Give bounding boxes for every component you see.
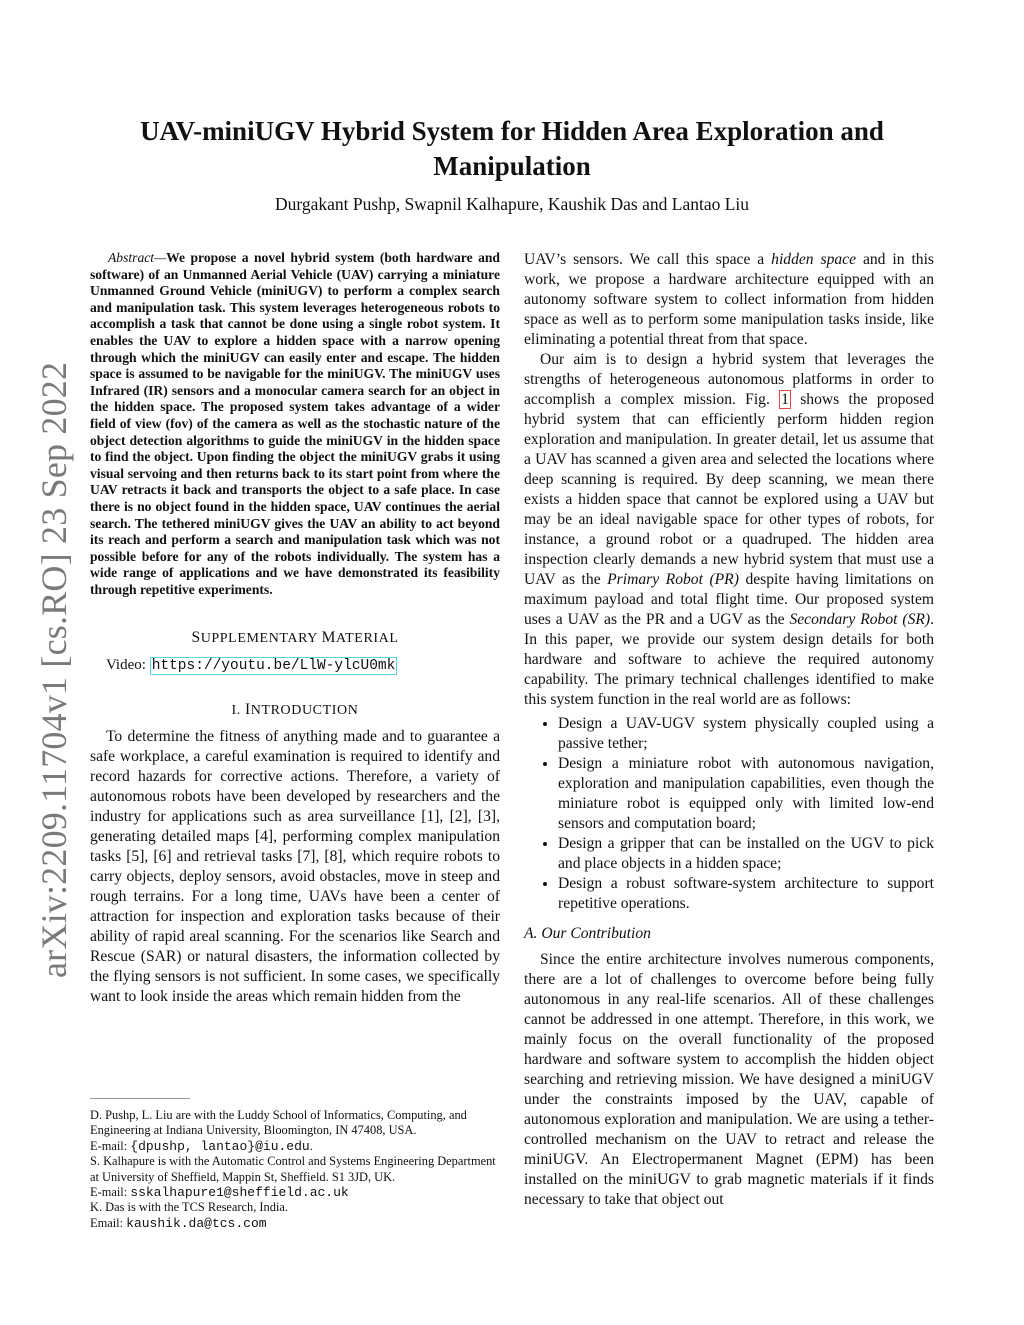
left-column [90, 250, 500, 1007]
email-address[interactable]: sskalhapure1@sheffield.ac.uk [130, 1185, 349, 1201]
emphasis-primary-robot: Primary Robot (PR) [607, 571, 739, 588]
email-address[interactable]: {dpushp, lantao}@iu.edu [130, 1138, 310, 1154]
email-label: Email: [90, 1215, 127, 1230]
footnote-text: D. Pushp, L. Liu are with the Luddy School of Informatics, Computing, and Engineering at Indiana University, Bloomington, IN 47408, USA. [90, 1108, 467, 1138]
text-run: . In this paper, we provide our system design details for both hardware and software to achieve the required autonomy capability. The primary technical challenges identified to make this system function in the real world are as follows: [524, 611, 934, 708]
section-number: I. [231, 703, 245, 719]
supplementary-heading [90, 628, 500, 649]
arxiv-stamp: arXiv:2209.11704v1 [cs.RO] 23 Sep 2022 [34, 361, 74, 978]
text-run: Our aim is to design a hybrid system that leverages the strengths of heterogeneous autonomous platforms in order to accomplish a complex mission. Fig. [524, 351, 934, 408]
emphasis-secondary-robot: Secondary Robot (SR) [789, 611, 931, 628]
figure-reference-link[interactable]: 1 [781, 391, 789, 408]
abstract-text: We propose a novel hybrid system (both hardware and software) of an Unmanned Aerial Vehicle (UAV) carrying a miniature Unmanned Ground Vehicle (miniUGV) to perform a complex search and manipulation task. This system leverages heterogeneous robots to accomplish a task that cannot be done using a single robot system. It enables the UAV to explore a hidden space with a narrow opening through which the miniUGV can easily enter and escape. The hidden space is assumed to be navigable for the miniUGV. The miniUGV uses Infrared (IR) sensors and a monocular camera search for an object in the hidden space. The proposed system takes advantage of a wider field of view (fov) of the camera as well as the stochastic nature of the object detection algorithms to guide the miniUGV in the hidden space to find the object. Upon finding the object the miniUGV grabs it using visual servoing and then returns back to its start point from where the UAV retracts it back and transports the object to a safe place. In case there is no object found in the hidden space, UAV continues the aerial search. The tethered miniUGV gives the UAV an ability to act beyond its reach and perform a search and manipulation task which was not possible before for any of the robots individually. The system has a wide range of applications and we have demonstrated its feasibility through repetitive experiments. [90, 250, 500, 597]
contribution-paragraph: Since the entire architecture involves numerous components, there are a lot of challenges to overcome before being fully autonomous in any real-life scenarios. All of these challenges cannot be addressed in one attempt. Therefore, in this work, we mainly focus on the overall functionality of the proposed hardware and software system to accomplish the hidden object searching and retrieving mission. We have designed a miniUGV under the constraints imposed by the UAV, capable of autonomous exploration and manipulation. We are using a tether-controlled mechanism on the UAV to retract and release the miniUGV. An Electropermanent Magnet (EPM) has been installed on the miniUGV to grab magnetic materials if it finds necessary to take that object out [524, 951, 934, 1208]
author-list: Durgakant Pushp, Swapnil Kalhapure, Kaushik Das and Lantao Liu [274, 194, 750, 214]
footnote-das [90, 1200, 502, 1231]
text-run: despite having limitations on maximum payload and total flight time. Our proposed system uses a UAV as the PR and a UGV as the [524, 571, 934, 628]
right-column [524, 250, 934, 1210]
email-label: E-mail: [90, 1185, 131, 1200]
heading-initial: S [191, 629, 201, 647]
footnote-kalhapure [90, 1154, 502, 1200]
heading-rest: ATERIAL [336, 631, 399, 647]
text-run: UAV’s sensors. We call this space a [524, 251, 772, 268]
paper-title: UAV-miniUGV Hybrid System for Hidden Area Exploration and Manipulation [140, 116, 884, 181]
footnote-text: K. Das is with the TCS Research, India. [90, 1200, 288, 1215]
video-label: Video: [106, 657, 150, 674]
video-line [106, 655, 500, 676]
heading-initial: I [244, 701, 251, 719]
emphasis-hidden-space: hidden space [771, 251, 857, 268]
contribution-heading: A. Our Contribution [524, 925, 651, 942]
list-item: • Design a miniature robot with autonomous navigation, exploration and manipulation capabilities, even though the miniature robot is equipped only with limited low-end sensors and computation board; [558, 754, 934, 834]
abstract-lead: Abstract— [108, 250, 167, 265]
list-item: • Design a gripper that can be installed on the UGV to pick and place objects in a hidden space; [558, 834, 934, 874]
abstract [90, 250, 500, 598]
heading-rest: UPPLEMENTARY [200, 631, 322, 647]
heading-initial: M [321, 629, 336, 647]
intro-paragraph-continued [524, 250, 934, 350]
footnote-pushp-liu [90, 1108, 502, 1154]
challenge-list [524, 714, 934, 914]
text-run: shows the proposed hybrid system that can efficiently perform hidden region exploration and manipulation. In greater detail, let us assume that a UAV has scanned a given area and selected the locations where deep scanning is required. By deep scanning, we mean there exists a hidden space that cannot be explored using a UAV but may be an ideal navigable space for other types of robots, for instance, a ground robot or a quadruped. The hidden area inspection clearly demands a new hybrid system that must use a UAV as the [524, 391, 935, 588]
footnote-text: S. Kalhapure is with the Automatic Control and Systems Engineering Department at University of Sheffield, Mappin St, Sheffield. S1 3JD, UK. [90, 1154, 496, 1184]
email-label: E-mail: [90, 1138, 131, 1153]
video-link[interactable]: https://youtu.be/LlW-ylcU0mk [151, 658, 396, 675]
text-run: and in this work, we propose a hardware architecture equipped with an autonomy software system to collect information from hidden space as well as to perform some manipulation tasks inside, like eliminating a potential threat from that space. [524, 251, 934, 348]
introduction-heading [90, 700, 500, 721]
heading-rest: NTRODUCTION [250, 703, 359, 719]
footnote-rule [90, 1098, 190, 1099]
punctuation: . [309, 1138, 313, 1153]
affiliation-footnotes [90, 1108, 502, 1231]
list-item: • Design a robust software-system architecture to support repetitive operations. [558, 874, 934, 914]
email-address[interactable]: kaushik.da@tcs.com [126, 1215, 267, 1231]
intro-paragraph-2 [524, 350, 934, 710]
list-item: • Design a UAV-UGV system physically coupled using a passive tether; [558, 714, 934, 754]
intro-paragraph: To determine the fitness of anything made and to guarantee a safe workplace, a careful examination is required to identify and record hazards for corrective actions. Therefore, a variety of autonomous robots have been developed by researchers and the industry for applications such as area surveillance [1], [2], [3], generating detailed maps [4], performing complex manipulation tasks [5], [6] and retrieval tasks [7], [8], which require robots to carry objects, deploy sensors, avoid obstacles, move in steep and rough terrains. For a long time, UAVs have been a center of attraction for inspection and exploration tasks because of their ability of rapid areal scanning. For the scenarios like Search and Rescue (SAR) or natural disasters, the information collected by the flying sensors is not sufficient. In some cases, we specifically want to look inside the areas which remain hidden from the [90, 728, 500, 1006]
